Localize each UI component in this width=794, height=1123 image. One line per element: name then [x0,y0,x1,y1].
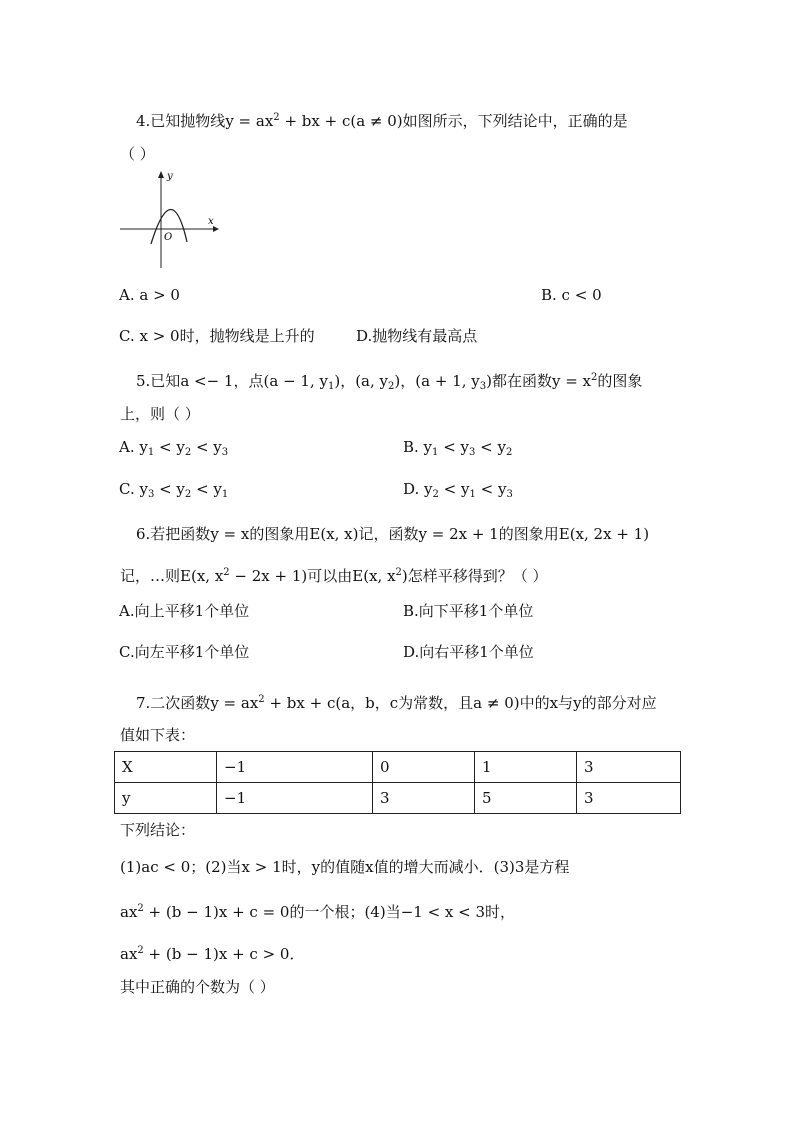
q6-option-c: C.向左平移1个单位 [119,643,250,661]
q6-option-d: D.向右平移1个单位 [403,643,534,661]
q7-conclusion-line-1: (1)ac < 0；(2)当x > 1时，y的值随x值的增大而减小．(3)3是方程 [120,858,570,876]
q4-text-2: 如图所示，下列结论中，正确的是 [402,112,628,130]
x-axis-label: x [208,216,214,227]
table-cell: 3 [373,783,475,814]
q4-option-a: A. a > 0 [119,286,180,304]
q6-stem-line-2: 记，…则E(x, $x^2 - 2x + 1$)可以由E(x, $x^2$)怎样平移得到？（ ） [120,567,548,585]
q5-stem: 5.已知a <− 1，点(a − 1, $y_1$)，(a, $y_2$)，(a + 1, $y_3$)都在函数$y = x^2$的图象 [136,372,643,392]
table-cell: X [115,752,217,783]
table-cell: −1 [217,752,373,783]
y-axis-label: y [167,171,173,182]
q4-text: 4.已知抛物线 [136,112,226,130]
table-cell: −1 [217,783,373,814]
parabola-graph [116,168,220,272]
q6-stem: 6.若把函数y = x的图象用E(x, x)记，函数y = 2x + 1的图象用E(x, 2x + 1) [136,525,650,543]
table-cell: 3 [577,752,681,783]
q7-conclusion-line-2: $ax^2 + (b - 1)x + c = 0$的一个根；(4)当−1 < x < 3时， [120,903,516,921]
q4-stem [136,108,628,131]
table-cell: 0 [373,752,475,783]
q5-option-a: A. $y_1 < y_2 < y_3$ [119,438,229,458]
q5-option-d: D. $y_2 < y_1 < y_3$ [403,480,513,500]
q7-conclusions-title: 下列结论： [120,821,196,839]
q5-stem-line-2: 上，则（ ） [120,405,200,423]
q5-option-b: B. $y_1 < y_3 < y_2$ [403,438,513,458]
q7-stem-line-2: 值如下表： [120,726,196,744]
table-cell: 3 [577,783,681,814]
table-cell: y [115,783,217,814]
x-axis-arrow-icon [213,226,219,232]
table-cell: 1 [475,752,577,783]
table-row [115,752,681,783]
table-row [115,783,681,814]
q6-option-a: A.向上平移1个单位 [119,602,250,620]
origin-label: O [164,232,173,243]
q7-stem: 7.二次函数$y = ax^2$ + bx + c(a，b，c为常数，且a ≠ 0)中的x与y的部分对应 [136,694,657,712]
q7-final-question: 其中正确的个数为（ ） [120,978,275,996]
table-cell: 5 [475,783,577,814]
q4-equation: $y = ax^2$ + bx + c(a ≠ 0) [225,112,403,130]
value-table [114,751,681,814]
q5-option-c: C. $y_3 < y_2 < y_1$ [119,480,229,500]
y-axis-arrow-icon [158,171,164,178]
q4-paren: （ ） [120,145,155,163]
q4-option-d: D.抛物线有最高点 [356,327,478,345]
q6-option-b: B.向下平移1个单位 [403,602,534,620]
q4-option-c: C. x > 0时，抛物线是上升的 [119,327,315,345]
q4-option-b: B. c < 0 [541,286,602,304]
q7-conclusion-line-3: $ax^2 + (b - 1)x + c > 0$． [120,945,305,963]
